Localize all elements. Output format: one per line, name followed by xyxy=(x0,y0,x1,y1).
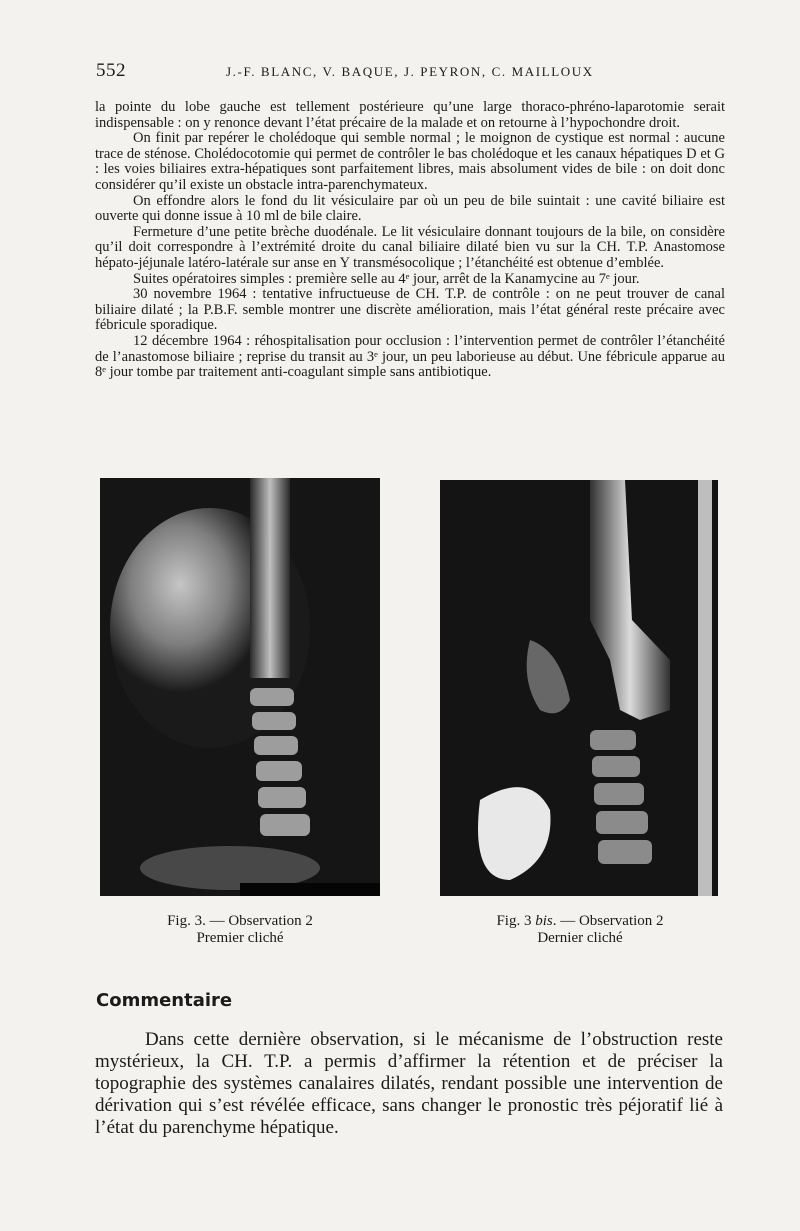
caption-prefix: Fig. 3 xyxy=(496,913,536,929)
caption-title xyxy=(440,913,720,930)
section-heading: Commentaire xyxy=(96,990,233,1011)
commentary-paragraph: Dans cette dernière observation, si le mécanisme de l’obstruction reste mystérieux, la CH. T.P. a permis d’affirmer la rétention et de préciser la topographie des systèmes canalaires dilatés, rendant possible une intervention de dérivation qui s’est révélée efficace, sans changer le pronostic très péjoratif lié à l’état du parenchyme hépatique. xyxy=(95,1029,723,1138)
caption-italic: bis xyxy=(535,913,553,929)
body-paragraph: Fermeture d’une petite brèche duodénale. Le lit vésiculaire donnant toujours de la bile, on considère qu’il doit correspondre à l’extrémité droite du canal biliaire dilaté bien vu sur la CH. T.P. Anastomose hépato-jéjunale latéro-latérale sur anse en Y transmésocolique ; l’étanchéité est obtenue d’emblée. xyxy=(95,223,725,271)
running-header-authors: J.-F. BLANC, V. BAQUE, J. PEYRON, C. MAILLOUX xyxy=(226,64,594,79)
caption-subtitle: Premier cliché xyxy=(196,930,284,946)
commentary-text xyxy=(95,1029,723,1139)
body-paragraph: 12 décembre 1964 : réhospitalisation pour occlusion : l’intervention permet de contrôler l’étanchéité de l’anastomose biliaire ; reprise du transit au 3ᵉ jour, un peu laborieuse au début. Une fébricule apparue au 8ᵉ jour tombe par traitement anti-coagulant simple sans antibiotique. xyxy=(95,332,725,381)
body-paragraph: On finit par repérer le cholédoque qui semble normal ; le moignon de cystique est normal : aucune trace de sténose. Cholédocotomie qui permet de contrôler le bas cholédoque et les canaux hépatiques D et G : les voies biliaires extra-hépatiques sont parfaitement libres, mais absolument vides de bile : on doit donc considérer qu’il existe un obstacle intra-parenchymateux. xyxy=(95,130,725,193)
caption-title: Fig. 3. — Observation 2 xyxy=(167,913,313,929)
body-paragraph: la pointe du lobe gauche est tellement postérieure qu’une large thoraco-phréno-laparotomie serait indispensable : on y renonce devant l’état précaire de la malade et on retourne à l’hypochondre droit. xyxy=(95,99,725,131)
running-header xyxy=(96,60,706,84)
page-number: 552 xyxy=(96,60,126,81)
body-paragraph: On effondre alors le fond du lit vésiculaire par où un peu de bile suintait : une cavité biliaire est ouverte qui donne issue à 10 ml de bile claire. xyxy=(95,192,725,225)
caption-subtitle: Dernier cliché xyxy=(537,930,623,946)
figure-caption-right xyxy=(440,913,720,947)
xray-image-first xyxy=(100,478,380,896)
xray-figure-3-bis xyxy=(440,480,718,896)
caption-suffix: . — Observation 2 xyxy=(552,913,664,929)
body-paragraph: 30 novembre 1964 : tentative infructueuse de CH. T.P. de contrôle : on ne peut trouver de canal biliaire dilaté ; la P.B.F. semble montrer une discrète amélioration, mais l’état général reste précaire avec fébricule sporadique. xyxy=(95,286,725,334)
body-paragraph: Suites opératoires simples : première selle au 4ᵉ jour, arrêt de la Kanamycine au 7ᵉ jour. xyxy=(133,270,640,287)
body-text xyxy=(95,100,725,381)
xray-image-last xyxy=(440,480,718,896)
xray-figure-3 xyxy=(100,478,380,896)
figure-caption-left xyxy=(100,913,380,947)
